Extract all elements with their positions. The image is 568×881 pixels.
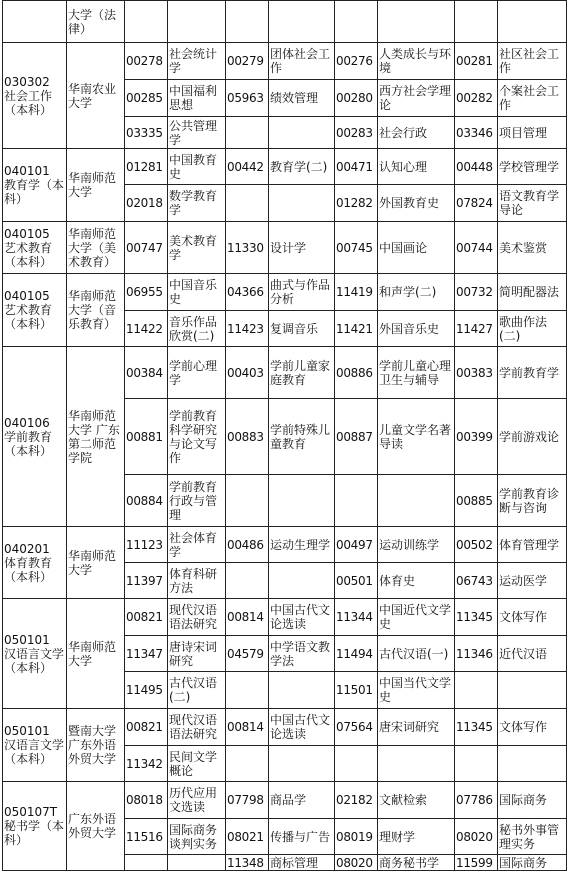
table-row	[3, 274, 567, 311]
course-name	[269, 475, 335, 527]
school-cell: 华南师范大学	[67, 527, 125, 599]
course-code: 00885	[455, 475, 498, 527]
major-cell: 050101 汉语言文学（本科）	[3, 599, 67, 709]
course-code: 00814	[226, 709, 269, 746]
course-name: 教育学(二)	[269, 149, 335, 185]
course-code: 08018	[125, 782, 168, 819]
course-name	[498, 1, 567, 43]
course-table	[2, 0, 567, 871]
course-code: 05963	[226, 80, 269, 117]
course-code: 06955	[125, 274, 168, 311]
course-name: 体育科研方法	[168, 563, 226, 599]
course-name: 中国教育史	[168, 149, 226, 185]
course-name: 社区社会工作	[498, 43, 567, 80]
course-code: 00732	[455, 274, 498, 311]
course-name: 学前教育行政与管理	[168, 475, 226, 527]
course-code: 00384	[125, 347, 168, 399]
course-code: 00501	[335, 563, 378, 599]
course-name: 运动训练学	[378, 527, 455, 563]
course-code: 11348	[226, 855, 269, 871]
course-code	[125, 855, 168, 871]
course-code: 00279	[226, 43, 269, 80]
course-name: 体育管理学	[498, 527, 567, 563]
course-name	[269, 672, 335, 709]
course-name: 美术鉴赏	[498, 222, 567, 274]
course-name	[498, 746, 567, 782]
major-cell: 040105 艺术教育（本科）	[3, 222, 67, 274]
course-code: 04366	[226, 274, 269, 311]
course-name: 和声学(二)	[378, 274, 455, 311]
course-code	[335, 746, 378, 782]
course-name: 唐宋词研究	[378, 709, 455, 746]
course-name: 认知心理	[378, 149, 455, 185]
school-cell: 暨南大学 广东外语外贸大学	[67, 709, 125, 782]
course-code: 00448	[455, 149, 498, 185]
course-name: 设计学	[269, 222, 335, 274]
course-name: 国际商务	[498, 782, 567, 819]
table-row	[3, 43, 567, 80]
course-code: 00442	[226, 149, 269, 185]
course-code: 11346	[455, 636, 498, 672]
course-name: 学前教育学	[498, 347, 567, 399]
table-row	[3, 347, 567, 399]
course-name: 秘书外事管理实务	[498, 819, 567, 855]
course-name: 团体社会工作	[269, 43, 335, 80]
course-name: 学前教育诊断与咨询	[498, 475, 567, 527]
course-name: 理财学	[378, 819, 455, 855]
course-code	[335, 1, 378, 43]
course-name: 学前特殊儿童教育	[269, 399, 335, 475]
course-name: 个案社会工作	[498, 80, 567, 117]
school-cell: 华南师范大学（美术教育）	[67, 222, 125, 274]
course-name: 儿童文学名著导读	[378, 399, 455, 475]
course-name: 数学教育学	[168, 185, 226, 222]
course-code: 11123	[125, 527, 168, 563]
course-name	[378, 746, 455, 782]
course-name: 历代应用文选读	[168, 782, 226, 819]
course-code: 00280	[335, 80, 378, 117]
course-code: 00471	[335, 149, 378, 185]
course-code: 00282	[455, 80, 498, 117]
course-code: 00399	[455, 399, 498, 475]
course-code	[125, 1, 168, 43]
course-code: 11422	[125, 311, 168, 347]
course-code: 00276	[335, 43, 378, 80]
course-name: 美术教育学	[168, 222, 226, 274]
course-code: 06743	[455, 563, 498, 599]
course-code: 00884	[125, 475, 168, 527]
course-name: 中国音乐史	[168, 274, 226, 311]
table-row	[3, 1, 567, 43]
course-code: 11345	[455, 599, 498, 636]
course-code	[226, 185, 269, 222]
course-name: 外国教育史	[378, 185, 455, 222]
course-name: 社会统计学	[168, 43, 226, 80]
course-code	[226, 672, 269, 709]
course-name	[168, 855, 226, 871]
course-name: 学前游戏论	[498, 399, 567, 475]
course-code: 00285	[125, 80, 168, 117]
course-code	[226, 746, 269, 782]
course-name	[269, 185, 335, 222]
course-name: 音乐作品欣赏(二)	[168, 311, 226, 347]
major-cell	[3, 1, 67, 43]
course-code: 11419	[335, 274, 378, 311]
course-code: 00403	[226, 347, 269, 399]
course-name: 文献检索	[378, 782, 455, 819]
course-code: 11344	[335, 599, 378, 636]
course-code: 00887	[335, 399, 378, 475]
course-name: 近代汉语	[498, 636, 567, 672]
course-name: 文体写作	[498, 599, 567, 636]
course-code: 00281	[455, 43, 498, 80]
course-name: 现代汉语语法研究	[168, 709, 226, 746]
course-code: 07798	[226, 782, 269, 819]
course-code	[455, 746, 498, 782]
course-name: 中国古代文论选读	[269, 709, 335, 746]
course-name: 运动医学	[498, 563, 567, 599]
course-name: 学前教育科学研究与论文写作	[168, 399, 226, 475]
course-code: 01281	[125, 149, 168, 185]
course-code: 01282	[335, 185, 378, 222]
course-name: 社会体育学	[168, 527, 226, 563]
course-name: 现代汉语语法研究	[168, 599, 226, 636]
course-code: 00886	[335, 347, 378, 399]
course-name: 中国画论	[378, 222, 455, 274]
course-name: 学前心理学	[168, 347, 226, 399]
course-code	[335, 475, 378, 527]
course-code: 11516	[125, 819, 168, 855]
course-name: 商务秘书学	[378, 855, 455, 871]
course-name: 公共管理学	[168, 117, 226, 149]
course-name: 唐诗宋词研究	[168, 636, 226, 672]
school-cell: 华南师范大学 广东第二师范学院	[67, 347, 125, 527]
course-code: 00744	[455, 222, 498, 274]
course-name: 民间文学概论	[168, 746, 226, 782]
course-code: 00814	[226, 599, 269, 636]
course-code: 11397	[125, 563, 168, 599]
course-code: 00486	[226, 527, 269, 563]
course-code: 11494	[335, 636, 378, 672]
course-code: 00821	[125, 599, 168, 636]
course-code: 11345	[455, 709, 498, 746]
course-name: 中国福利思想	[168, 80, 226, 117]
table-body	[3, 1, 567, 871]
course-name: 歌曲作法(二)	[498, 311, 567, 347]
course-name: 外国音乐史	[378, 311, 455, 347]
course-name: 中国近代文学史	[378, 599, 455, 636]
course-code: 08019	[335, 819, 378, 855]
course-name	[498, 672, 567, 709]
course-code	[226, 563, 269, 599]
course-code: 11599	[455, 855, 498, 871]
course-code: 11423	[226, 311, 269, 347]
school-cell: 华南师范大学	[67, 149, 125, 222]
major-cell: 050101 汉语言文学（本科）	[3, 709, 67, 782]
table-row	[3, 222, 567, 274]
course-code	[455, 1, 498, 43]
course-code: 02182	[335, 782, 378, 819]
course-name: 西方社会学理论	[378, 80, 455, 117]
course-code	[226, 475, 269, 527]
course-code: 03335	[125, 117, 168, 149]
major-cell: 050107T 秘书学（本科）	[3, 782, 67, 871]
course-code: 00745	[335, 222, 378, 274]
course-name: 中国当代文学史	[378, 672, 455, 709]
major-cell: 040105 艺术教育（本科）	[3, 274, 67, 347]
course-code: 07824	[455, 185, 498, 222]
course-name: 运动生理学	[269, 527, 335, 563]
course-name	[168, 1, 226, 43]
course-code: 08020	[335, 855, 378, 871]
table-row	[3, 149, 567, 185]
school-cell: 华南农业大学	[67, 43, 125, 149]
course-code: 11495	[125, 672, 168, 709]
table-row	[3, 527, 567, 563]
course-name: 语文教育学导论	[498, 185, 567, 222]
course-name	[269, 746, 335, 782]
course-name: 文体写作	[498, 709, 567, 746]
course-code: 04579	[226, 636, 269, 672]
course-code: 11347	[125, 636, 168, 672]
course-name: 古代汉语(二)	[168, 672, 226, 709]
course-name: 社会行政	[378, 117, 455, 149]
major-cell: 040201 体育教育（本科）	[3, 527, 67, 599]
course-code	[455, 672, 498, 709]
course-name	[378, 475, 455, 527]
course-code	[226, 1, 269, 43]
course-code: 00497	[335, 527, 378, 563]
course-name: 复调音乐	[269, 311, 335, 347]
course-name	[269, 563, 335, 599]
course-code: 11342	[125, 746, 168, 782]
course-name: 中学语文教学法	[269, 636, 335, 672]
course-name: 曲式与作品分析	[269, 274, 335, 311]
course-name: 商品学	[269, 782, 335, 819]
course-code: 00747	[125, 222, 168, 274]
school-cell: 大学（法律）	[67, 1, 125, 43]
course-code: 00821	[125, 709, 168, 746]
course-code: 08020	[455, 819, 498, 855]
course-code	[226, 117, 269, 149]
course-name: 商标管理	[269, 855, 335, 871]
table-row	[3, 599, 567, 636]
course-name: 项目管理	[498, 117, 567, 149]
school-cell: 华南师范大学	[67, 599, 125, 709]
course-code: 08021	[226, 819, 269, 855]
course-code: 11421	[335, 311, 378, 347]
course-code: 00881	[125, 399, 168, 475]
course-code: 03346	[455, 117, 498, 149]
course-code: 00283	[335, 117, 378, 149]
course-code: 11501	[335, 672, 378, 709]
major-cell: 040106 学前教育（本科）	[3, 347, 67, 527]
course-name: 学前儿童家庭教育	[269, 347, 335, 399]
course-name: 体育史	[378, 563, 455, 599]
course-name: 国际商务	[498, 855, 567, 871]
course-code: 00502	[455, 527, 498, 563]
course-code: 07564	[335, 709, 378, 746]
course-code: 00883	[226, 399, 269, 475]
course-name: 中国古代文论选读	[269, 599, 335, 636]
course-name: 国际商务谈判实务	[168, 819, 226, 855]
course-name	[269, 1, 335, 43]
course-name: 学校管理学	[498, 149, 567, 185]
table-row	[3, 782, 567, 819]
course-name: 学前儿童心理卫生与辅导	[378, 347, 455, 399]
course-name	[269, 117, 335, 149]
course-code: 00383	[455, 347, 498, 399]
course-code: 11427	[455, 311, 498, 347]
course-name: 简明配器法	[498, 274, 567, 311]
major-cell: 030302 社会工作（本科）	[3, 43, 67, 149]
course-name: 绩效管理	[269, 80, 335, 117]
major-cell: 040101 教育学（本科）	[3, 149, 67, 222]
course-name: 人类成长与环境	[378, 43, 455, 80]
course-code: 02018	[125, 185, 168, 222]
school-cell: 华南师范大学（音乐教育）	[67, 274, 125, 347]
course-name: 传播与广告	[269, 819, 335, 855]
school-cell: 广东外语外贸大学	[67, 782, 125, 871]
course-name	[378, 1, 455, 43]
course-code: 11330	[226, 222, 269, 274]
course-code: 07786	[455, 782, 498, 819]
course-name: 古代汉语(一)	[378, 636, 455, 672]
table-row	[3, 709, 567, 746]
course-code: 00278	[125, 43, 168, 80]
